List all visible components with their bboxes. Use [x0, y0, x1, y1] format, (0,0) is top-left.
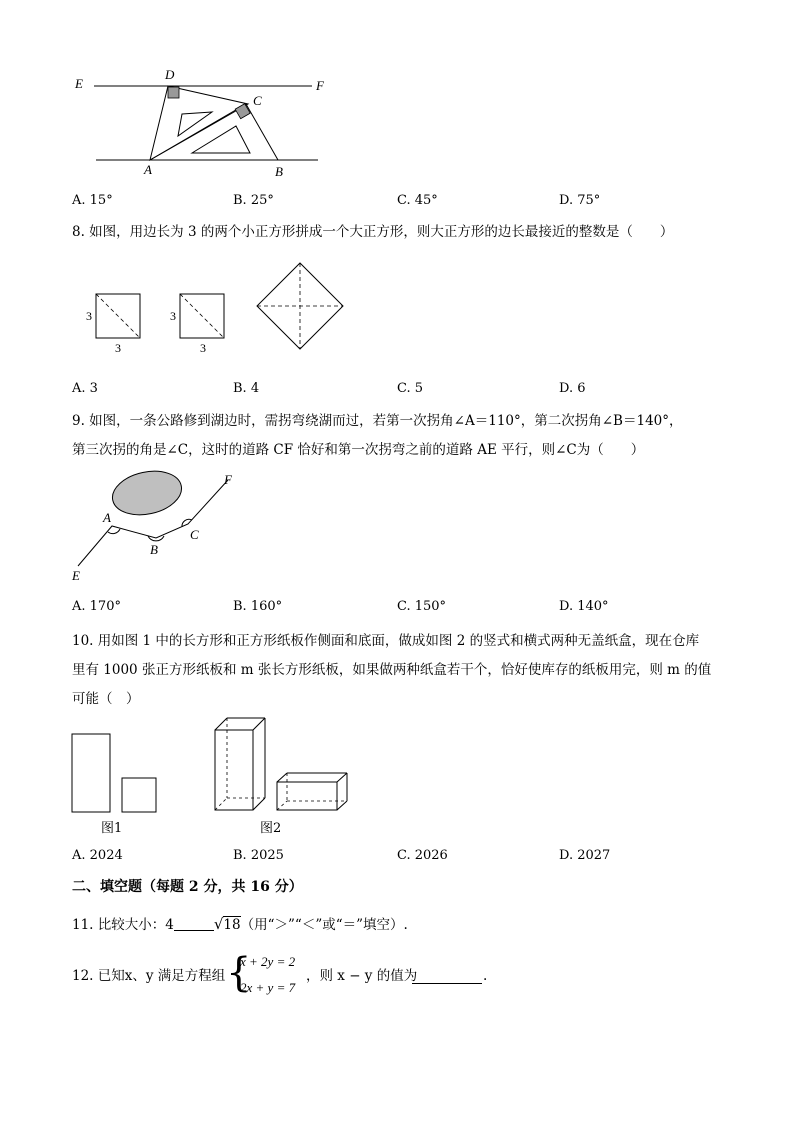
q7-option-d[interactable]: D. 75° [559, 193, 601, 208]
q9-stem-line2: 第三次拐的角是∠C，这时的道路 CF 恰好和第一次拐弯之前的道路 AE 平行，则∠C为（ ） [72, 442, 645, 458]
set-square-1-hole [178, 112, 212, 136]
q8-option-c[interactable]: C. 5 [397, 381, 424, 396]
q9-option-b[interactable]: B. 160° [233, 599, 283, 614]
square-board [122, 778, 156, 812]
q8-option-a[interactable]: A. 3 [72, 381, 98, 396]
label-f: F [316, 78, 324, 93]
label-d: D [165, 67, 175, 82]
right-angle-d [168, 87, 179, 98]
q9-label-e: E [72, 568, 80, 583]
brace-icon: { [226, 950, 252, 996]
q8-figure [80, 256, 360, 356]
q9-label-b: B [150, 542, 158, 557]
rectangle-board [72, 734, 110, 812]
angle-mark-a [108, 529, 120, 534]
q11-answer-blank[interactable] [174, 916, 214, 931]
q9-figure [68, 466, 258, 588]
q7-option-c[interactable]: C. 45° [397, 193, 438, 208]
q10-fig2-caption: 图2 [260, 821, 282, 836]
q12-prefix: 12. 已知x、y 满足方程组 [72, 968, 226, 984]
q10-stem-line2: 里有 1000 张正方形纸板和 m 张长方形纸板，如果做两种纸盒若干个，恰好使库存的纸板用完，则 m 的值 [72, 662, 712, 678]
q12-equation-2: 2x + y = 7 [240, 980, 296, 995]
q10-option-a[interactable]: A. 2024 [72, 848, 123, 863]
small-square-1-diagonal [96, 294, 140, 338]
right-angle-c [235, 104, 250, 119]
q9-option-a[interactable]: A. 170° [72, 599, 121, 614]
label-c: C [253, 93, 262, 108]
vertical-box [215, 718, 265, 810]
q8-option-d[interactable]: D. 6 [559, 381, 586, 396]
small-square-2-side: 3 [170, 309, 176, 323]
q12-equation-1: x + 2y = 2 [240, 954, 296, 969]
q9-option-c[interactable]: C. 150° [397, 599, 447, 614]
q8-option-b[interactable]: B. 4 [233, 381, 260, 396]
q10-option-d[interactable]: D. 2027 [559, 848, 611, 863]
q10-fig1-caption: 图1 [101, 821, 123, 836]
q11-line [72, 915, 408, 934]
q9-label-f: F [224, 472, 232, 487]
lake [108, 466, 185, 521]
label-e: E [75, 76, 83, 91]
q10-option-c[interactable]: C. 2026 [397, 848, 448, 863]
q7-option-b[interactable]: B. 25° [233, 193, 274, 208]
small-square-2-diagonal [180, 294, 224, 338]
small-square-2-bottom: 3 [200, 341, 206, 355]
q12-answer-blank[interactable] [412, 969, 482, 984]
q9-stem-line1: 9. 如图，一条公路修到湖边时，需拐弯绕湖而过，若第一次拐角∠A＝110°，第二次拐角∠B＝140°， [72, 413, 683, 429]
q9-option-d[interactable]: D. 140° [559, 599, 609, 614]
q10-stem-line1: 10. 用如图 1 中的长方形和正方形纸板作侧面和底面，做成如图 2 的竖式和横式两种无盖纸盒，现在仓库 [72, 633, 700, 649]
small-square-1-side: 3 [86, 309, 92, 323]
q9-label-a: A [103, 510, 111, 525]
sqrt-icon: √ [213, 915, 224, 933]
section-2-heading: 二、填空题（每题 2 分，共 16 分） [72, 879, 303, 895]
horizontal-box [277, 773, 347, 810]
q7-figure [70, 64, 340, 182]
q8-stem: 8. 如图，用边长为 3 的两个小正方形拼成一个大正方形，则大正方形的边长最接近的整数是（ ） [72, 224, 674, 240]
small-square-1-bottom: 3 [115, 341, 121, 355]
q11-prefix: 11. 比较大小：4 [72, 917, 174, 933]
q11-suffix: （用“＞”“＜”或“＝”填空）. [240, 917, 408, 933]
label-a: A [144, 162, 152, 177]
q11-radicand: 18 [223, 917, 241, 933]
q12-middle: ，则 x − y 的值为 [306, 968, 418, 984]
q7-option-a[interactable]: A. 15° [72, 193, 113, 208]
set-square-2 [150, 104, 278, 160]
q10-option-b[interactable]: B. 2025 [233, 848, 284, 863]
q12-end: . [483, 968, 488, 984]
q9-label-c: C [190, 527, 199, 542]
label-b: B [275, 164, 283, 179]
q10-stem-line3: 可能（ ） [72, 691, 140, 707]
